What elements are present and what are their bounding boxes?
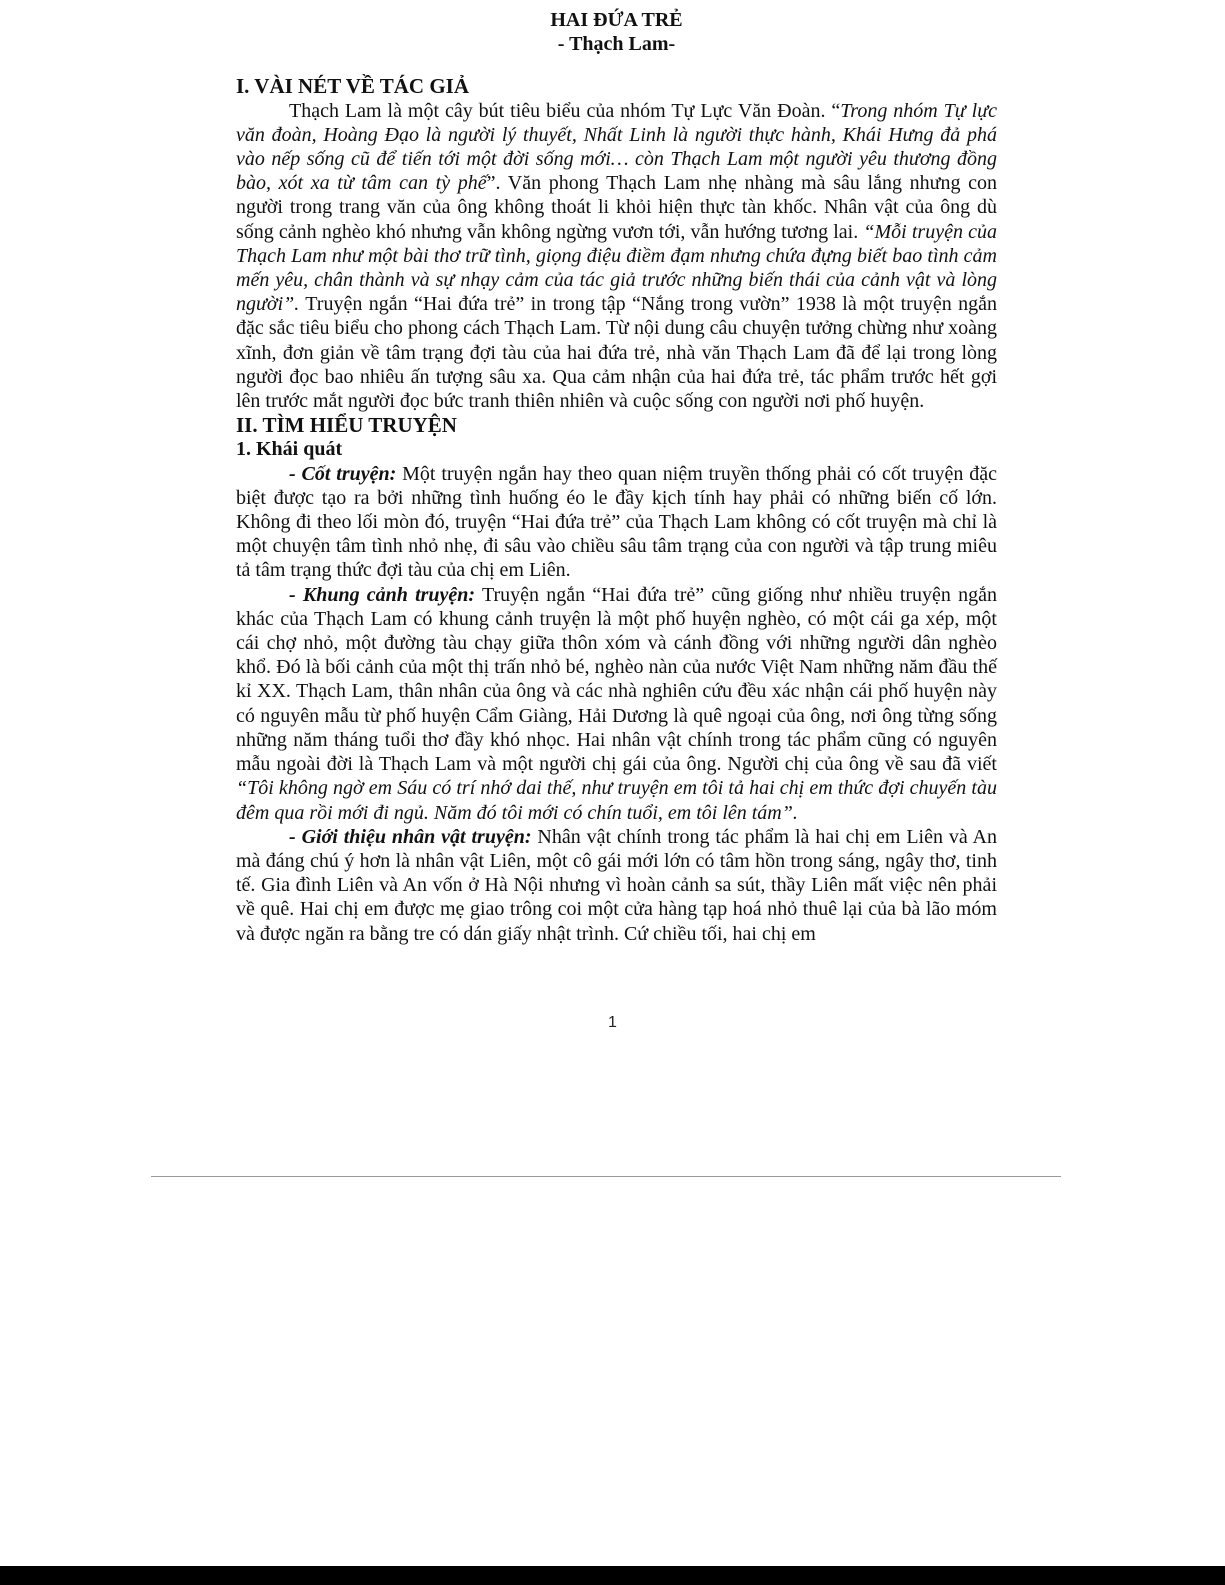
section-heading-story: II. TÌM HIỂU TRUYỆN (236, 413, 457, 438)
author-text-b: ”. Văn phong Thạch Lam nhẹ nhàng mà sâu lắng nhưng con người trong trang văn của ông không thoát li khỏi hiện thực tàn khốc. Nhân vật của ông dù sống cảnh nghèo khó nhưng vẫn không ngừng vươn tới, vẫn hướng tương lai. (236, 172, 997, 243)
page-separator (151, 1176, 1061, 1177)
setting-quote: “Tôi không ngờ em Sáu có trí nhớ dai thế, như truyện em tôi tả hai chị em thức đợi chuyến tàu đêm qua rồi mới đi ngủ. Năm đó tôi mới có chín tuổi, em tôi lên tám”. (236, 777, 997, 824)
plot-text: Một truyện ngắn hay theo quan niệm truyền thống phải có cốt truyện đặc biệt được tạo ra bởi những tình huống éo le đầy kịch tính hay phải có những biến cố lớn. Không đi theo lối mòn đó, truyện “Hai đứa trẻ” của Thạch Lam không có cốt truyện mà chỉ là một chuyện tâm tình nhỏ nhẹ, đi sâu vào chiều sâu tâm trạng của con người và tập trung miêu tả tâm trạng thức đợi tàu của chị em Liên. (236, 462, 998, 582)
setting-text: Truyện ngắn “Hai đứa trẻ” cũng giống như nhiều truyện ngắn khác của Thạch Lam có khung cảnh truyện là một phố huyện nghèo, có một cái ga xép, một cái chợ nhỏ, một đường tàu chạy giữa thôn xóm và cánh đồng với những người dân nghèo khổ. Đó là bối cảnh của một thị trấn nhỏ bé, nghèo nàn của nước Việt Nam những năm đầu thế kỉ XX. Thạch Lam, thân nhân của ông và các nhà nghiên cứu đều xác nhận cái phố huyện này có nguyên mẫu từ phố huyện Cẩm Giàng, Hải Dương là quê ngoại của ông, nơi ông từng sống những năm tháng tuổi thơ đầy khó nhọc. Hai nhân vật chính trong tác phẩm cũng có nguyên mẫu ngoài đời là Thạch Lam và một người chị gái của ông. Người chị của ông về sau đã viết (236, 583, 998, 776)
document-page (236, 8, 997, 946)
document-author: - Thạch Lam- (557, 33, 676, 56)
author-quote-1: Trong nhóm Tự lực văn đoàn, Hoàng Đạo là người lý thuyết, Nhất Linh là người thực hành, Khái Hưng đả phá vào nếp sống cũ để tiến tới một đời sống mới… còn Thạch Lam một người yêu thương đồng bào, xót xa từ tâm can tỳ phế (236, 99, 997, 195)
author-text-c: Truyện ngắn “Hai đứa trẻ” in trong tập “Nắng trong vườn” 1938 là một truyện ngắn đặc sắc tiêu biểu cho phong cách Thạch Lam. Từ nội dung câu chuyện tưởng chừng như xoàng xĩnh, đơn giản về tâm trạng đợi tàu của hai đứa trẻ, nhà văn Thạch Lam đã để lại trong lòng người đọc bao nhiêu ấn tượng sâu xa. Qua cảm nhận của hai đứa trẻ, tác phẩm trước hết gợi lên trước mắt người đọc bức tranh thiên nhiên và cuộc sống con người nơi phố huyện. (236, 293, 997, 413)
setting-paragraph (236, 583, 997, 825)
characters-text: Nhân vật chính trong tác phẩm là hai chị em Liên và An mà đáng chú ý hơn là nhân vật Liên, một cô gái mới lớn có tâm hồn trong sáng, ngây thơ, tinh tế. Gia đình Liên và An vốn ở Hà Nội nhưng vì hoàn cảnh sa sút, thầy Liên mất việc nên phải về quê. Hai chị em được mẹ giao trông coi một cửa hàng tạp hoá nhỏ thuê lại của bà lão móm và được ngăn ra bằng tre có dán giấy nhật trình. Cứ chiều tối, hai chị em (236, 825, 998, 945)
plot-paragraph (236, 462, 997, 583)
bottom-black-band (0, 1566, 1225, 1585)
author-quote-2: “Mỗi truyện của Thạch Lam như một bài thơ trữ tình, giọng điệu điềm đạm nhưng chứa đựng biết bao tình cảm mến yêu, chân thành và sự nhạy cảm của tác giả trước những biến thái của cảnh vật và lòng người”. (236, 220, 997, 316)
page-number: 1 (608, 1014, 617, 1031)
setting-label: - Khung cảnh truyện: (289, 583, 476, 606)
document-title: HAI ĐỨA TRẺ (550, 9, 683, 31)
author-paragraph (236, 99, 997, 414)
characters-paragraph (236, 825, 997, 946)
author-text-a: Thạch Lam là một cây bút tiêu biểu của nhóm Tự Lực Văn Đoàn. “ (289, 99, 841, 122)
characters-label: - Giới thiệu nhân vật truyện: (289, 825, 532, 848)
subsection-heading-overview: 1. Khái quát (236, 438, 343, 461)
section-heading-author: I. VÀI NÉT VỀ TÁC GIẢ (236, 74, 470, 99)
plot-label: - Cốt truyện: (289, 462, 397, 485)
